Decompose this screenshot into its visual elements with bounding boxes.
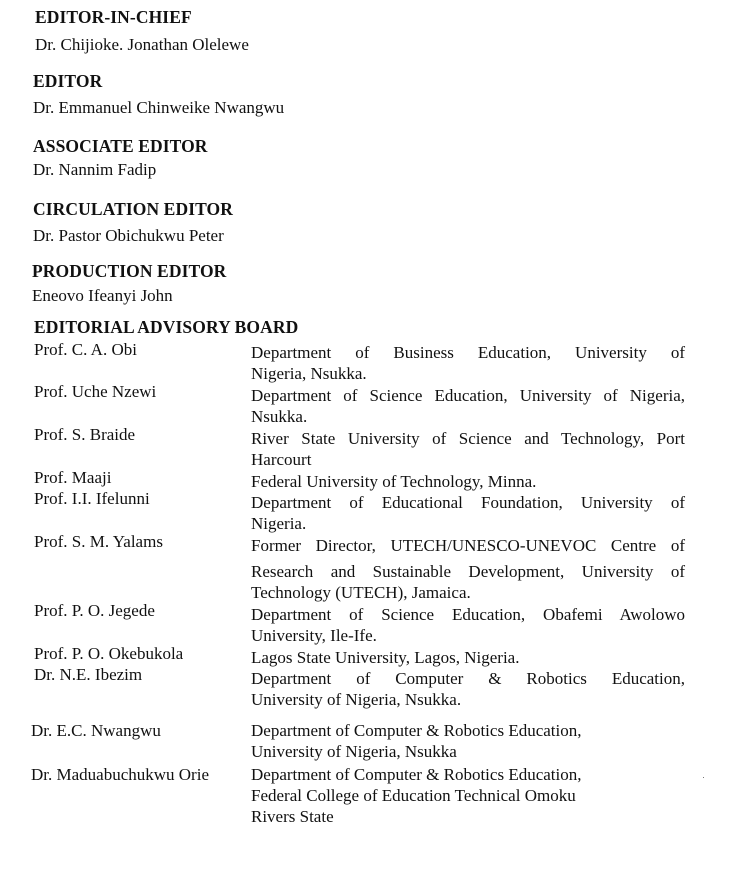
board-member-affiliation bbox=[251, 668, 685, 710]
board-member-name: Prof. P. O. Okebukola bbox=[34, 644, 184, 663]
board-member-affiliation bbox=[251, 342, 685, 384]
production-editor-heading: PRODUCTION EDITOR bbox=[32, 261, 227, 281]
affiliation-line: Department of Computer & Robotics Education, bbox=[251, 669, 685, 688]
board-member-name: Dr. Maduabuchukwu Orie bbox=[31, 765, 209, 784]
affiliation-line: Department of Science Education, University of Nigeria, bbox=[251, 386, 685, 405]
board-member-affiliation bbox=[251, 604, 685, 646]
board-member-affiliation bbox=[251, 428, 685, 470]
stray-mark bbox=[703, 777, 704, 778]
affiliation-line: University of Nigeria, Nsukka bbox=[251, 742, 457, 761]
affiliation-line: University of Nigeria, Nsukka. bbox=[251, 690, 462, 709]
board-member-affiliation bbox=[251, 535, 685, 603]
production-editor-name: Eneovo Ifeanyi John bbox=[32, 286, 173, 305]
affiliation-line: Department of Educational Foundation, University of bbox=[251, 493, 685, 512]
affiliation-line: Nsukka. bbox=[251, 407, 308, 426]
circulation-editor-name: Dr. Pastor Obichukwu Peter bbox=[33, 226, 224, 245]
affiliation-line: River State University of Science and Technology, Port bbox=[251, 429, 685, 448]
editor-heading: EDITOR bbox=[33, 71, 103, 91]
board-member-affiliation bbox=[251, 385, 685, 427]
affiliation-line: Nigeria. bbox=[251, 514, 307, 533]
affiliation-line: Department of Computer & Robotics Education, bbox=[251, 765, 582, 784]
board-member-name: Prof. C. A. Obi bbox=[34, 340, 137, 359]
advisory-board-heading: EDITORIAL ADVISORY BOARD bbox=[34, 317, 299, 337]
board-member-name: Prof. P. O. Jegede bbox=[34, 601, 155, 620]
affiliation-line: Rivers State bbox=[251, 807, 334, 826]
board-member-name: Prof. Maaji bbox=[34, 468, 112, 487]
affiliation-line: Federal College of Education Technical Omoku bbox=[251, 786, 576, 805]
affiliation-line: Lagos State University, Lagos, Nigeria. bbox=[251, 648, 520, 667]
affiliation-line: Nigeria, Nsukka. bbox=[251, 364, 367, 383]
board-member-name: Prof. Uche Nzewi bbox=[34, 382, 157, 401]
affiliation-line: Former Director, UTECH/UNESCO-UNEVOC Centre of bbox=[251, 536, 685, 555]
editor-in-chief-name: Dr. Chijioke. Jonathan Olelewe bbox=[35, 35, 249, 54]
affiliation-line: Department of Business Education, University of bbox=[251, 343, 685, 362]
board-member-affiliation bbox=[251, 647, 685, 668]
board-member-affiliation bbox=[251, 764, 685, 827]
board-member-name: Dr. E.C. Nwangwu bbox=[31, 721, 161, 740]
affiliation-line: Department of Science Education, Obafemi Awolowo bbox=[251, 605, 685, 624]
board-member-name: Prof. S. Braide bbox=[34, 425, 136, 444]
board-member-affiliation bbox=[251, 720, 685, 762]
affiliation-line: Technology (UTECH), Jamaica. bbox=[251, 583, 471, 602]
affiliation-line: University, Ile-Ife. bbox=[251, 626, 377, 645]
editor-name: Dr. Emmanuel Chinweike Nwangwu bbox=[33, 98, 285, 117]
associate-editor-name: Dr. Nannim Fadip bbox=[33, 160, 157, 179]
board-member-affiliation bbox=[251, 471, 685, 492]
board-member-affiliation bbox=[251, 492, 685, 534]
affiliation-line: Federal University of Technology, Minna. bbox=[251, 472, 537, 491]
board-member-name: Dr. N.E. Ibezim bbox=[34, 665, 143, 684]
affiliation-line: Harcourt bbox=[251, 450, 312, 469]
affiliation-line: Research and Sustainable Development, University of bbox=[251, 562, 685, 581]
associate-editor-heading: ASSOCIATE EDITOR bbox=[33, 136, 208, 156]
board-member-name: Prof. I.I. Ifelunni bbox=[34, 489, 150, 508]
board-member-name: Prof. S. M. Yalams bbox=[34, 532, 163, 551]
affiliation-line: Department of Computer & Robotics Education, bbox=[251, 721, 582, 740]
circulation-editor-heading: CIRCULATION EDITOR bbox=[33, 199, 234, 219]
editor-in-chief-heading: EDITOR-IN-CHIEF bbox=[35, 7, 192, 27]
